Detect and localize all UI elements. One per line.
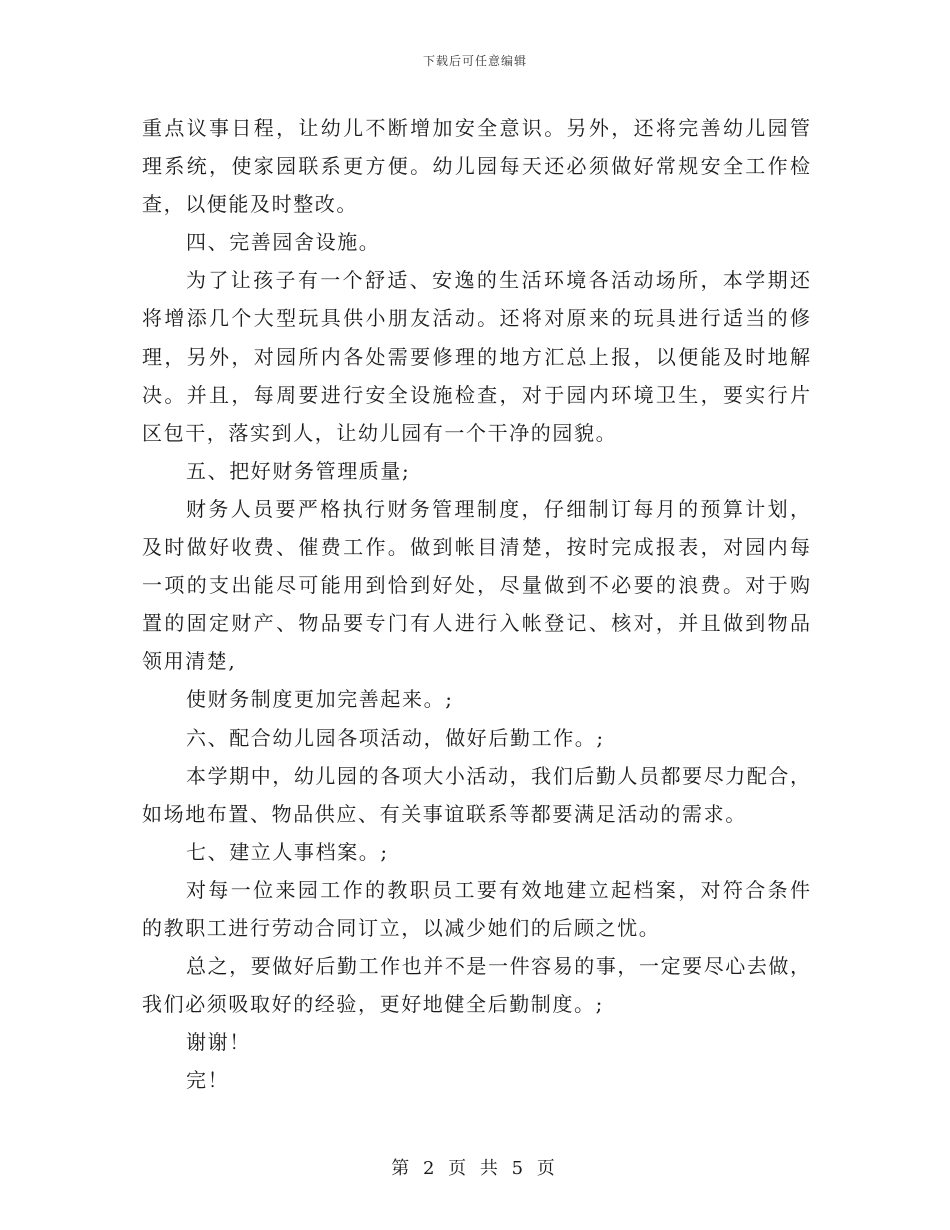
- page-number-footer: 第 2 页 共 5 页: [391, 1158, 559, 1179]
- text-line: 置的固定财产、物品要专门有人进行入帐登记、核对，并且做到物品: [142, 611, 810, 636]
- text-line: 及时做好收费、催费工作。做到帐目清楚，按时完成报表，对园内每: [142, 535, 810, 560]
- text-line: 谢谢！: [186, 1030, 251, 1055]
- text-line: 如场地布置、物品供应、有关事谊联系等都要满足活动的需求。: [142, 801, 747, 826]
- text-line: 五、把好财务管理质量;: [186, 458, 411, 483]
- text-line: 七、建立人事档案。;: [186, 839, 389, 864]
- text-line: 理系统，使家园联系更方便。幼儿园每天还必须做好常规安全工作检: [142, 154, 810, 179]
- header-note: 下载后可任意编辑: [422, 54, 527, 68]
- text-line: 重点议事日程，让幼儿不断增加安全意识。另外，还将完善幼儿园管: [142, 116, 810, 140]
- text-line: 本学期中，幼儿园的各项大小活动，我们后勤人员都要尽力配合，: [186, 763, 810, 788]
- text-line: 一项的支出能尽可能用到恰到好处，尽量做到不必要的浪费。对于购: [142, 573, 810, 598]
- text-line: 六、配合幼儿园各项活动，做好后勤工作。;: [186, 725, 605, 750]
- text-line: 我们必须吸取好的经验，更好地健全后勤制度。;: [142, 992, 604, 1017]
- text-line: 的教职工进行劳动合同订立，以减少她们的后顾之忧。: [142, 915, 661, 940]
- text-line: 总之，要做好后勤工作也并不是一件容易的事，一定要尽心去做，: [186, 954, 810, 979]
- text-line: 四、完善园舍设施。: [186, 230, 381, 255]
- text-line: 查，以便能及时整改。: [142, 192, 358, 217]
- text-line: 区包干，落实到人，让幼儿园有一个干净的园貌。: [142, 420, 618, 445]
- text-line: 领用清楚,: [142, 649, 237, 674]
- text-line: 财务人员要严格执行财务管理制度，仔细制订每月的预算计划，: [186, 496, 810, 521]
- text-line: 使财务制度更加完善起来。;: [186, 687, 454, 712]
- text-line: 理，另外，对园所内各处需要修理的地方汇总上报，以便能及时地解: [142, 344, 810, 369]
- text-line: 为了让孩子有一个舒适、安逸的生活环境各活动场所，本学期还: [186, 268, 810, 293]
- document-body: [142, 109, 810, 1099]
- text-line: 完！: [186, 1068, 230, 1093]
- text-line: 决。并且，每周要进行安全设施检查，对于园内环境卫生，要实行片: [142, 382, 810, 407]
- text-line: 将增添几个大型玩具供小朋友活动。还将对原来的玩具进行适当的修: [142, 306, 810, 331]
- text-line: 对每一位来园工作的教职员工要有效地建立起档案，对符合条件: [186, 877, 810, 902]
